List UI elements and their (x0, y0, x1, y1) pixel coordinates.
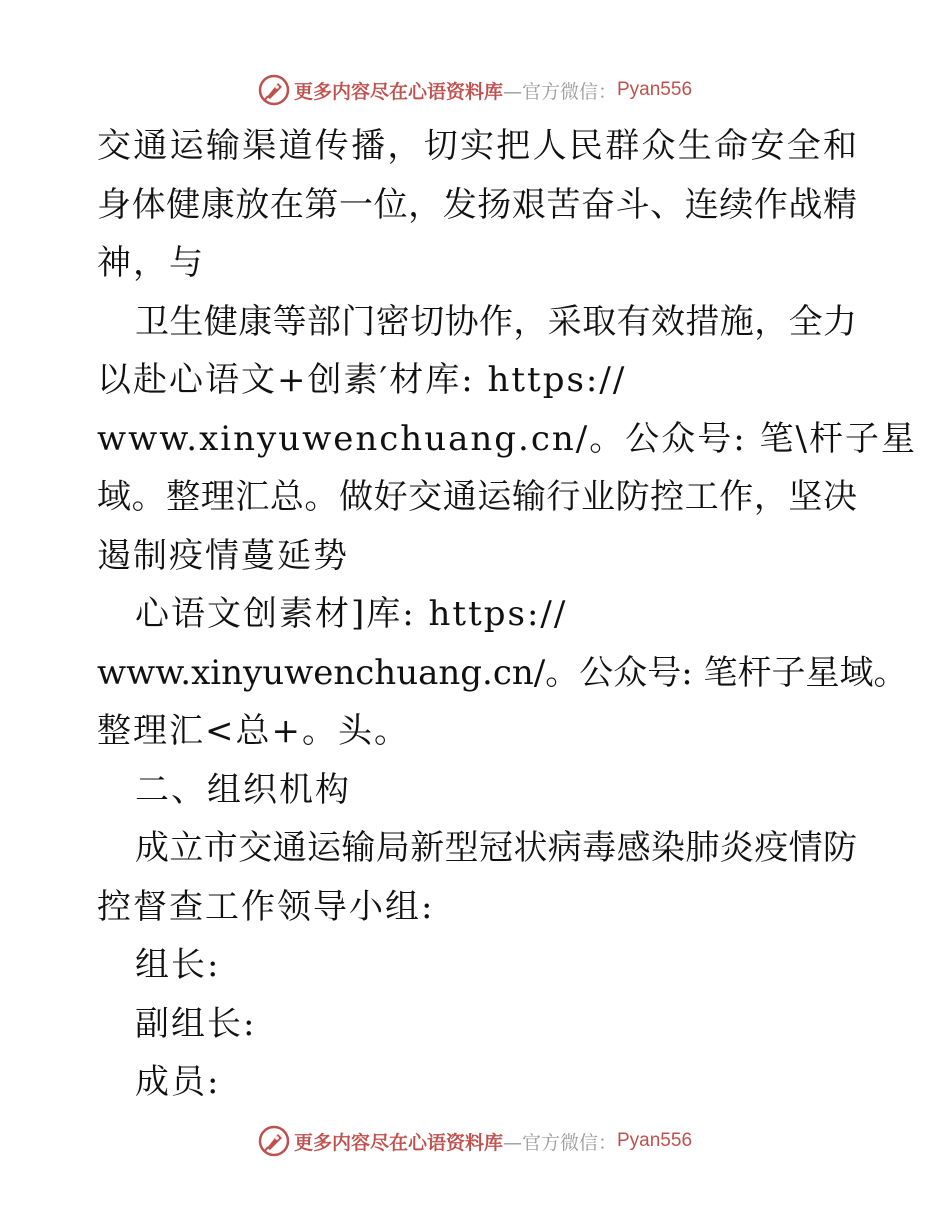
text-line: 成立市交通运输局新型冠状病毒感染肺炎疫情防 (135, 828, 857, 868)
watermark-wechat-id: Pyan556 (617, 79, 693, 100)
text-line: 成员: (135, 1062, 221, 1102)
document-body (97, 117, 917, 1112)
text-line: 以赴心语文+创素′材库: https:// (97, 360, 627, 400)
footer-watermark (0, 1124, 950, 1158)
text-line: 交通运输渠道传播，切实把人民群众生命安全和 (97, 126, 857, 166)
text-line: 身体健康放在第一位，发扬艰苦奋斗、连续作战精 (97, 184, 857, 225)
header-watermark (0, 73, 950, 107)
text-line: 遏制疫情蔓延势 (97, 535, 349, 576)
text-line: www.xinyuwenchuang.cn/。公众号: 笔\杆子星 (97, 418, 917, 459)
watermark-text: 更多内容尽在心语资料库 (293, 80, 503, 103)
text-line: www.xinyuwenchuang.cn/。公众号: 笔杆子星域。 (97, 652, 908, 693)
text-line: 控督查工作领导小组: (97, 886, 435, 927)
text-line: 心语文创素材]库: https:// (135, 594, 568, 634)
pen-nib-logo-icon (258, 1125, 290, 1157)
section-heading: 二、组织机构 (135, 769, 351, 810)
watermark-text: 更多内容尽在心语资料库 (293, 1131, 503, 1154)
text-line: 卫生健康等部门密切协作，采取有效措施，全力 (135, 301, 857, 342)
pen-nib-logo-icon (258, 74, 290, 106)
text-line: 域。整理汇总。做好交通运输行业防控工作，坚决 (97, 477, 857, 517)
watermark-separator: —官方微信： (502, 80, 617, 103)
text-line: 副组长: (135, 1003, 257, 1044)
watermark-wechat-id: Pyan556 (617, 1130, 693, 1151)
text-line: 整理汇<总+。头。 (97, 711, 410, 751)
watermark-separator: —官方微信： (502, 1131, 617, 1154)
text-line: 神，与 (97, 243, 205, 283)
text-line: 组长: (135, 945, 221, 985)
